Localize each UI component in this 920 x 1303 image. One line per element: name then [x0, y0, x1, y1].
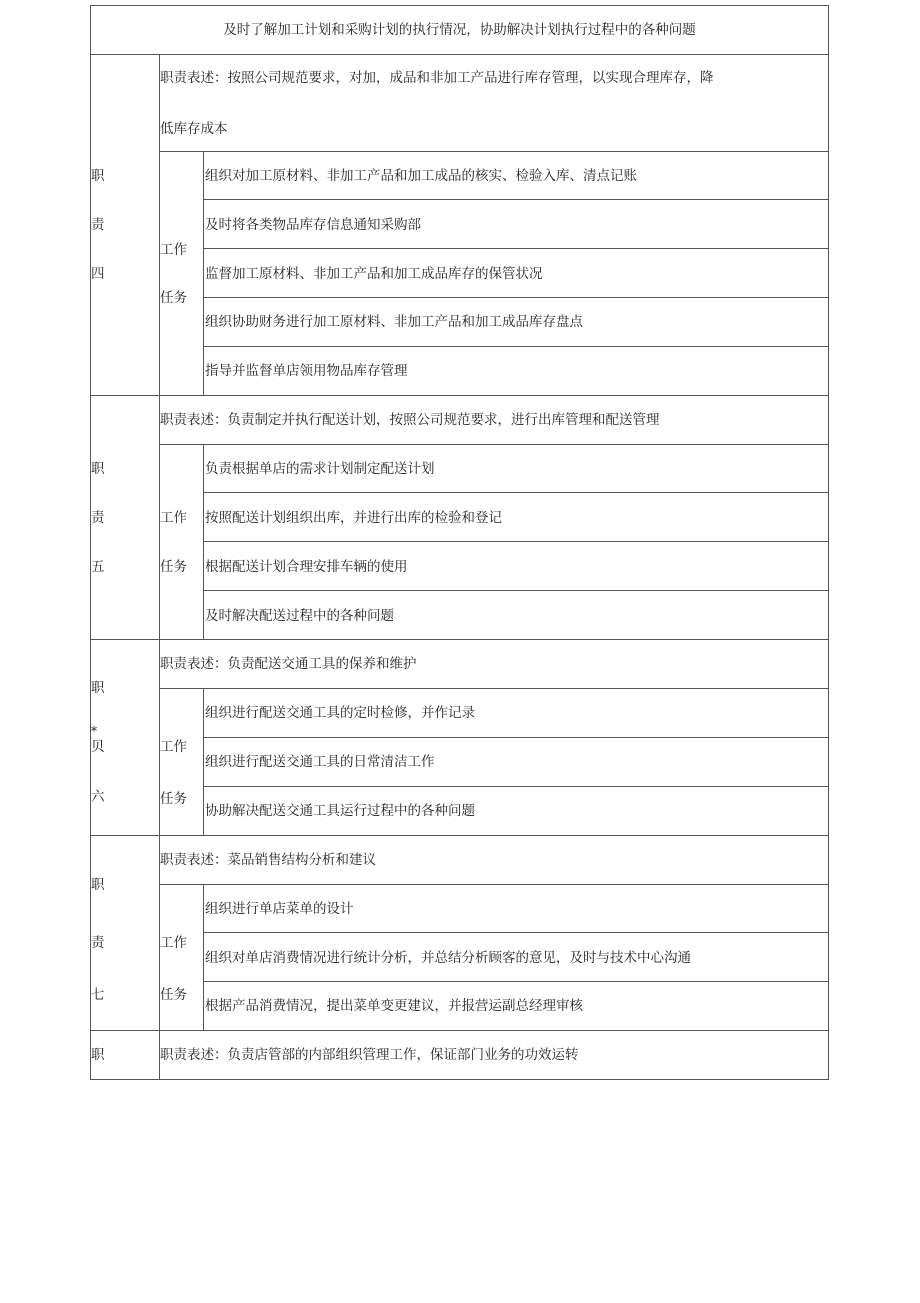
- duty5-task-label-2: 任务: [160, 559, 187, 575]
- duty6-label-3: 六: [91, 789, 105, 805]
- duty7-label-3: 七: [91, 987, 105, 1003]
- top-row-text: 及时了解加工计划和采购计划的执行情况，协助解决计划执行过程中的各种问题: [223, 22, 696, 38]
- duty4-desc-line1: 职责表述：按照公司规范要求，对加，成品和非加工产品进行库存管理，以实现合理库存，降: [160, 70, 714, 86]
- duty7-task-1: 组织进行单店菜单的设计: [205, 901, 354, 917]
- duty6-desc: 职责表述：负责配送交通工具的保养和维护: [160, 656, 417, 672]
- duty4-task-1: 组织对加工原材料、非加工产品和加工成品的核实、检验入库、清点记账: [205, 168, 637, 184]
- duty6-label-1: 职: [91, 680, 105, 696]
- duty7-label-2: 责: [91, 935, 105, 951]
- duty4-task-label-1: 工作: [160, 242, 187, 258]
- duty4-desc-line2: 低库存成本: [160, 121, 228, 137]
- duty8-label-1: 职: [91, 1047, 105, 1063]
- duty4-task-2: 及时将各类物品库存信息通知采购部: [205, 217, 421, 233]
- duty5-desc: 职责表述：负责制定并执行配送计划，按照公司规范要求，进行出库管理和配送管理: [160, 412, 660, 428]
- duty7-label-1: 职: [91, 877, 105, 893]
- duty5-task-4: 及时解决配送过程中的各种问题: [205, 608, 394, 624]
- duty6-task-2: 组织进行配送交通工具的日常清洁工作: [205, 754, 435, 770]
- duty5-task-label-1: 工作: [160, 510, 187, 526]
- duty4-task-3: 监督加工原材料、非加工产品和加工成品库存的保管状况: [205, 266, 543, 282]
- duty5-label-1: 职: [91, 461, 105, 477]
- duty5-label-3: 五: [91, 559, 105, 575]
- duty7-task-label-1: 工作: [160, 935, 187, 951]
- duty6-task-label-2: 任务: [160, 791, 187, 807]
- duty5-label-2: 责: [91, 510, 105, 526]
- duty5-task-1: 负责根据单店的需求计划制定配送计划: [205, 461, 435, 477]
- duty7-task-2: 组织对单店消费情况进行统计分析，并总结分析顾客的意见，及时与技术中心沟通: [205, 950, 691, 966]
- duty4-label-1: 职: [91, 168, 105, 184]
- duty5-task-3: 根据配送计划合理安排车辆的使用: [205, 559, 408, 575]
- duty6-label-mark: *: [91, 724, 97, 738]
- duty6-task-label-1: 工作: [160, 739, 187, 755]
- duty8-desc: 职责表述：负责店管部的内部组织管理工作，保证部门业务的功效运转: [160, 1047, 579, 1063]
- duty4-label-3: 四: [91, 266, 105, 282]
- duty4-task-5: 指导并监督单店领用物品库存管理: [205, 363, 408, 379]
- duty4-task-label-2: 任务: [160, 290, 187, 306]
- duty6-label-2: 贝: [91, 739, 105, 755]
- duty4-task-4: 组织协助财务进行加工原材料、非加工产品和加工成品库存盘点: [205, 314, 583, 330]
- duty7-desc: 职责表述：菜品销售结构分析和建议: [160, 852, 376, 868]
- duty7-task-3: 根据产品消费情况，提出菜单变更建议，并报营运副总经理审核: [205, 998, 583, 1014]
- duty6-task-3: 协助解决配送交通工具运行过程中的各种问题: [205, 803, 475, 819]
- duty4-label-2: 责: [91, 217, 105, 233]
- duty5-task-2: 按照配送计划组织出库，并进行出库的检验和登记: [205, 510, 502, 526]
- duty7-task-label-2: 任务: [160, 987, 187, 1003]
- duty6-task-1: 组织进行配送交通工具的定时检修，并作记录: [205, 705, 475, 721]
